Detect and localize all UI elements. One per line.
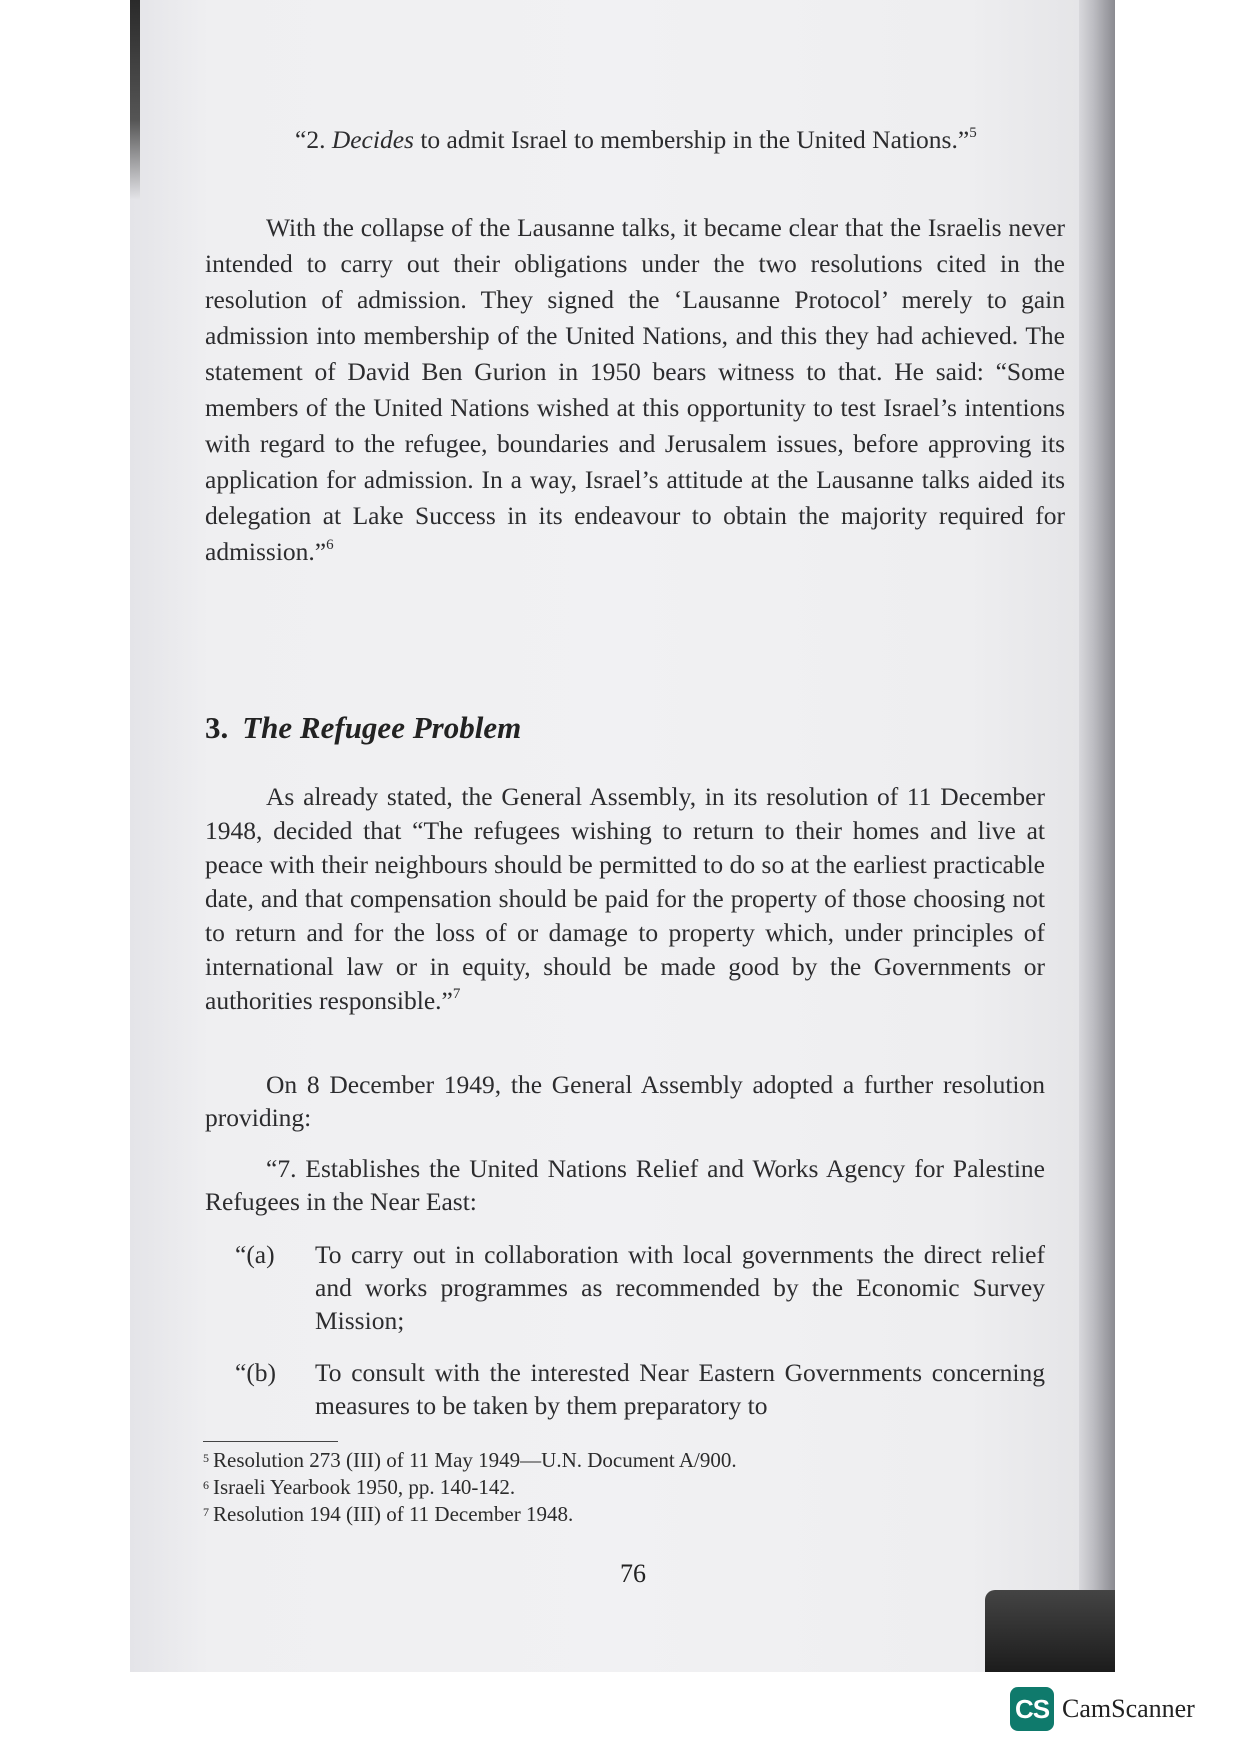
- paragraph-lausanne: [205, 210, 1065, 570]
- section-number: 3.: [205, 710, 229, 745]
- footnote-number: 6: [203, 1478, 209, 1492]
- quote-text: to admit Israel to membership in the United Nations.”: [413, 125, 970, 154]
- page-number: 76: [620, 1559, 646, 1588]
- footnote-number: 7: [203, 1505, 209, 1519]
- list-item-label: “(b): [235, 1358, 277, 1387]
- camscanner-logo-icon: CS: [1010, 1687, 1054, 1731]
- paragraph-text: With the collapse of the Lausanne talks, it became clear that the Israelis never intended to carry out their obligations under the two resolutions cited in the resolution of admission. They signed the ‘Lausanne Protocol’ merely to gain admission into membership of the United Nations, and this they had achieved. The statement of David Ben Gurion in 1950 bears witness to that. He said: “Some members of the United Nations wished at this opportunity to test Israel’s intentions with regard to the refugee, boundaries and Jerusalem issues, before approving its application for admission. In a way, Israel’s attitude at the Lausanne talks aided its delegation at Lake Success in its endeavour to obtain the majority required for admission.”: [205, 213, 1065, 566]
- footnote: [203, 1447, 737, 1474]
- footnote-text: Resolution 194 (III) of 11 December 1948.: [213, 1502, 574, 1526]
- paragraph-resolution: [205, 780, 1045, 1018]
- book-page-edges: [1079, 0, 1115, 1672]
- footnote-number: 5: [203, 1451, 209, 1465]
- footnotes: [203, 1447, 737, 1528]
- footnote-text: Resolution 273 (III) of 11 May 1949—U.N. Document A/900.: [213, 1448, 737, 1472]
- footnote-ref-6: 6: [326, 537, 334, 553]
- footnote-ref-5: 5: [969, 125, 977, 141]
- quote-decides: [295, 122, 1065, 158]
- quote-establishes: “7. Establishes the United Nations Relief and Works Agency for Palestine Refugees in the Near East:: [205, 1154, 1045, 1216]
- book-binding-edge: [130, 0, 140, 200]
- footnote: [203, 1501, 737, 1528]
- paragraph-1949: On 8 December 1949, the General Assembly adopted a further resolution providing:: [205, 1070, 1045, 1132]
- list-item-label: “(a): [235, 1240, 275, 1269]
- book-cover-corner: [985, 1590, 1115, 1672]
- scanned-page: [130, 0, 1115, 1672]
- paragraph-text: As already stated, the General Assembly, in its resolution of 11 December 1948, decided that “The refugees wishing to return to their homes and live at peace with their neighbours should be permitted to do so at the earliest practicable date, and that compensation should be paid for the property of those choosing not to return and for the loss of or damage to property which, under principles of international law or in equity, should be made good by the Governments or authorities responsible.”: [205, 782, 1045, 1015]
- section-heading: [205, 710, 521, 746]
- list-item-text: To consult with the interested Near Eastern Governments concerning measures to be taken by them preparatory to: [315, 1358, 1045, 1420]
- camscanner-watermark: [1010, 1687, 1195, 1731]
- list-item-text: To carry out in collaboration with local governments the direct relief and works programmes as recommended by the Economic Survey Mission;: [315, 1240, 1045, 1335]
- footnote: [203, 1474, 737, 1501]
- section-title: The Refugee Problem: [242, 710, 522, 745]
- quote-number: “2.: [295, 125, 332, 154]
- list-item-b: [235, 1356, 1045, 1422]
- footnote-text: Israeli Yearbook 1950, pp. 140-142.: [213, 1475, 516, 1499]
- camscanner-label: CamScanner: [1062, 1694, 1195, 1723]
- quote-verb: Decides: [331, 125, 414, 154]
- list-item-a: [235, 1238, 1045, 1337]
- footnote-divider: [203, 1441, 338, 1442]
- footnote-ref-7: 7: [452, 986, 461, 1002]
